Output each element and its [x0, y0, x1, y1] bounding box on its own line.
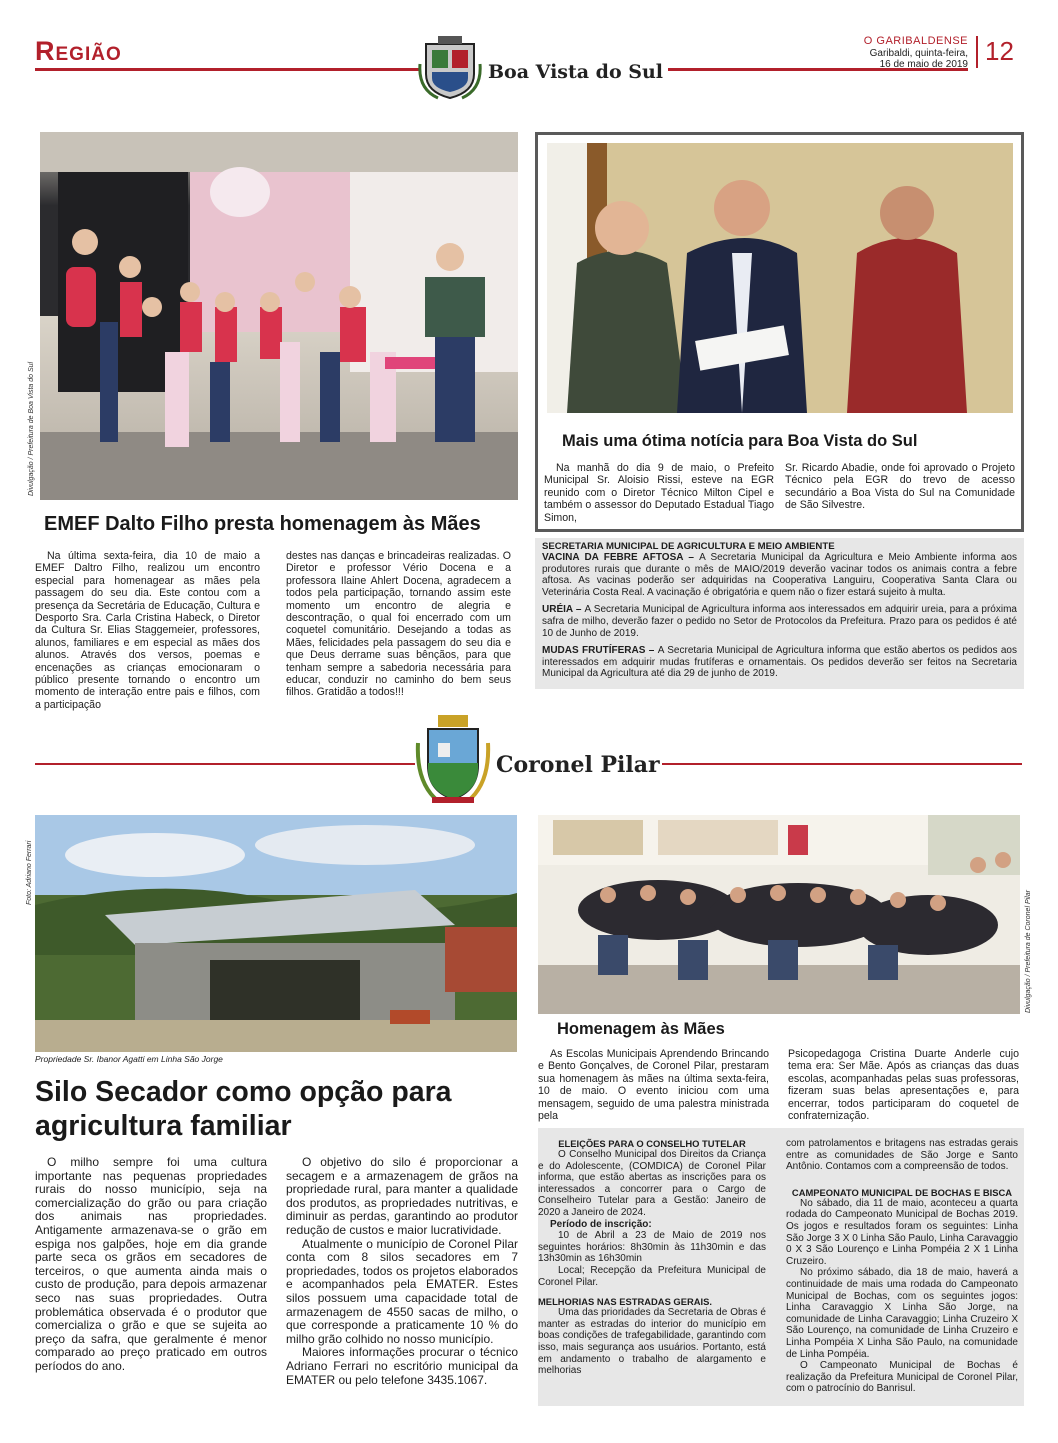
- homenagem-photo: [538, 815, 1020, 1014]
- municipality-name: Coronel Pilar: [496, 752, 660, 778]
- emef-photo: [40, 132, 518, 500]
- newspaper-name: O GARIBALDENSE: [863, 35, 968, 47]
- photo-credit: Divulgação / Prefeitura de Coronel Pilar: [1025, 890, 1032, 1013]
- section-title: Região: [35, 36, 122, 66]
- section-rule-left: [35, 763, 415, 765]
- article-body-col2: destes nas danças e brincadeiras realizadas. O Diretor e professor Vério Docena e a professora Ilaine Ahlert Docena, agradecem a todos pela participação, tornando assim este momento um encontro de alegria e descontração, o qual foi encerrado com um coquetel comunitário. Desejando a todas as Mães, felicidades pela passagem do seu dia e que Deus derrame suas bênçãos, para que tenham sempre a sabedoria necessária para educar, conduzir no caminho do bem seus filhos. Gratidão a todos!!!: [286, 550, 511, 699]
- photo-credit: Foto: Adriano Ferrari: [26, 840, 33, 905]
- page-number: 12: [985, 36, 1014, 66]
- audience-hall-illustration: [538, 815, 1020, 1014]
- dateline-line-1: Garibaldi, quinta-feira,: [869, 48, 968, 59]
- notice-label: VACINA DA FEBRE AFTOSA –: [542, 552, 700, 563]
- notice-label: MUDAS FRUTÍFERAS –: [542, 645, 658, 657]
- article-title: Mais uma ótima notícia para Boa Vista do Sul: [562, 432, 918, 450]
- children-stage-illustration: [40, 132, 518, 500]
- notices-col2: [786, 1138, 1018, 1395]
- notice-paragraph: com patrolamentos e britagens nas estradas gerais entre as comunidades de São Jorge e Santo Antônio. Contamos com a compreensão de todos.: [786, 1138, 1018, 1173]
- section-rule-right: [662, 763, 1022, 765]
- dateline-line-2: 16 de maio de 2019: [879, 59, 968, 70]
- photo-caption: Propriedade Sr. Ibanor Agatti em Linha São Jorge: [35, 1054, 223, 1064]
- article-title: Homenagem às Mães: [557, 1020, 725, 1038]
- boa-vista-crest-icon: [418, 34, 482, 102]
- article-paragraph: Maiores informações procurar o técnico Adriano Ferrari no escritório municipal da EMATER ou pelo telefone 3435.1067.: [286, 1345, 518, 1387]
- notice-paragraph: No próximo sábado, dia 18 de maio, haverá a continuidade de mais uma rodada do Campeonato Municipal de Bochas, com os seguintes jogos: Linha Caravaggio X Linha São Jorge, na comunidade de Linha Caravaggio; Linha Cruzeiro X São Lourenço, na comunidade de Linha Cruzeiro e Linha Pompéia X Linha São Paulo, na comunidade de Linha Pompéia.: [786, 1267, 1018, 1360]
- article-title: Silo Secador como opção para agricultura familiar: [35, 1076, 452, 1142]
- notice-vacina: [542, 552, 1017, 598]
- silo-photo: [35, 815, 517, 1052]
- coronel-pilar-crest-icon: [414, 713, 492, 805]
- notices-col1: [538, 1138, 766, 1377]
- municipality-name: Boa Vista do Sul: [488, 61, 664, 83]
- article-body-col2: Psicopedagoga Cristina Duarte Anderle cujo tema era: Ser Mãe. Após as crianças das duas escolas, acompanhadas pelas suas professoras, fizeram suas belas apresentações e, para encerrar, todos participaram do coquetel de confraternização.: [788, 1048, 1019, 1123]
- photo-credit: Divulgação / Prefeitura de Boa Vista do Sul: [28, 361, 35, 496]
- silo-barn-illustration: [35, 815, 517, 1052]
- article-body-col2: [286, 1156, 518, 1387]
- notice-text: A Secretaria Municipal da Agricultura e Meio Ambiente informa aos produtores rurais que durante o mês de MAIO/2019 deverão vacinar todos os animais contra a febre aftosa. As vacinas poderão ser adquiridas na Cooperativa Languiru, Cooperativa Santa Clara ou Veterinária Costa Real. A vacinação é obrigatória e quem não o fizer estará sujeito à multa.: [542, 552, 1017, 598]
- notice-paragraph: Local; Recepção da Prefeitura Municipal de Coronel Pilar.: [538, 1264, 766, 1288]
- notice-text: A Secretaria Municipal de Agricultura informa aos interessados em adquirir ureia, para a próxima safra de milho, deverão fazer o pedido no Setor de Protocolos da Prefeitura. Prazo para os pedidos é até 10 de Junho de 2019.: [542, 604, 1017, 639]
- article-body-col1: O milho sempre foi uma cultura importante nas pequenas propriedades rurais do nosso município, seja na comercialização do grão ou para criação dos animais nas propriedades. Antigamente armazenava-se o grão em espiga nos galpões, hoje em dia grande parte seca os grãos em secadores de terceiros, o que aumenta ainda mais o custo de produção, para depois armazenar seco nas suas propriedades. Outra problemática observada é o produtor que comercializa o grão e que se sujeita ao preço da safra, que geralmente é menor comparado ao preço praticado em outros períodos do ano.: [35, 1155, 267, 1373]
- notice-paragraph: No sábado, dia 11 de maio, aconteceu a quarta rodada do Campeonato Municipal de Bochas 2019. Os jogos e resultados foram os seguintes: Linha São Jorge 3 X 0 Linha São Paulo, Linha Caravaggio 0 X 3 São Lourenço e Linha Pompéia 2 X 1 Linha Cruzeiro.: [786, 1197, 1018, 1267]
- dateline: [840, 48, 968, 70]
- municipal-notices-box: [538, 1128, 1024, 1406]
- article-body-col2: Sr. Ricardo Abadie, onde foi aprovado o Projeto Técnico pela EGR do trevo de acesso secundário a Boa Vista do Sul na Comunidade de São Silvestre.: [785, 462, 1015, 512]
- article-body-col1: Na última sexta-feira, dia 10 de maio a EMEF Daltro Filho, realizou um encontro especial para homenagear as mães pela passagem do seu dia. Este contou com a presença da Secretária de Educação, Cultura e Desporto Sra. Carla Cristina Habeck, o Diretor da Cultura Sr. Elias Staggemeier, professores, alunos, familiares e em especial as mães dos alunos. Através dos versos, poemas e encenações as crianças emocionaram o público presente tornando o encontro um momento de interação entre pais e filhos, com a participação: [35, 550, 260, 711]
- notice-label: URÉIA –: [542, 604, 585, 616]
- notice-heading: MELHORIAS NAS ESTRADAS GERAIS.: [538, 1296, 712, 1308]
- three-men-illustration: [547, 143, 1013, 413]
- notice-text: A Secretaria Municipal de Agricultura informa que estão abertos os pedidos aos interessados em adquirir mudas frutíferas e ornamentais. Os pedidos deverão ser feitos na Secretaria Municipal da Agricultura até dia 29 de junho de 2019.: [542, 645, 1017, 680]
- noticia-photo: [547, 143, 1013, 413]
- notice-ureia: [542, 604, 1017, 639]
- article-title: EMEF Dalto Filho presta homenagem às Mães: [44, 513, 481, 535]
- article-body-col1: Na manhã do dia 9 de maio, o Prefeito Municipal Sr. Aloisio Rissi, esteve na EGR reunido com o Diretor Técnico Milton Cipel e também o assessor do Deputado Estadual Tiago Simon,: [544, 462, 774, 524]
- notice-heading: SECRETARIA MUNICIPAL DE AGRICULTURA E MEIO AMBIENTE: [542, 541, 835, 552]
- agriculture-notices-box: [535, 538, 1024, 689]
- notice-paragraph: O Campeonato Municipal de Bochas é realização da Prefeitura Municipal de Coronel Pilar, com o patrocínio do Banrisul.: [786, 1360, 1018, 1395]
- notice-paragraph: Uma das prioridades da Secretaria de Obras é manter as estradas do interior do município em boas condições de trafegabilidade, garantindo com isso, mais segurança aos usuários. Portanto, está em andamento o trabalho de alargamento e melhorias: [538, 1307, 766, 1377]
- notice-mudas: [542, 645, 1017, 680]
- article-paragraph: O objetivo do silo é proporcionar a secagem e a armazenagem de grãos na propriedade rural, para manter a qualidade dos produtos, as propriedades nutritivas, e diminuir as perdas, garantindo ao produtor redução de custos e maior lucratividade.: [286, 1155, 518, 1237]
- notice-subheading: Período de inscrição:: [550, 1218, 652, 1230]
- notice-heading: CAMPEONATO MUNICIPAL DE BOCHAS E BISCA: [791, 1186, 1013, 1198]
- article-body-col1: As Escolas Municipais Aprendendo Brincando e Bento Gonçalves, de Coronel Pilar, prestaram sua homenagem às mães na última sexta-feira, 10 de maio. O evento iniciou com uma mensagem, seguido de uma palestra ministrada pela: [538, 1048, 769, 1123]
- notice-paragraph: O Conselho Municipal dos Direitos da Criança e do Adolescente, (COMDICA) de Coronel Pilar informa, que estão abertas as inscrições para os interessados a concorrer para o Cargo de Conselheiro Tutelar para a Gestão: Janeiro de 2020 a Janeiro de 2024.: [538, 1149, 766, 1218]
- article-paragraph: Atualmente o município de Coronel Pilar conta com 8 silos secadores em 7 propriedades, todos os projetos elaborados e acompanhados pela EMATER. Estes silos possuem uma capacidade total de armazenagem de 4550 sacas de milho, o que corresponde a praticamente 10 % do milho grão colhido no nosso município.: [286, 1236, 518, 1346]
- page-number-separator: [976, 36, 978, 68]
- notice-paragraph: 10 de Abril a 23 de Maio de 2019 nos seguintes horários: 8h30min às 11h30min e das 13h30min as 16h30min: [538, 1230, 766, 1265]
- notice-heading: ELEIÇÕES PARA O CONSELHO TUTELAR: [558, 1138, 746, 1149]
- header-rule-left: [35, 68, 420, 71]
